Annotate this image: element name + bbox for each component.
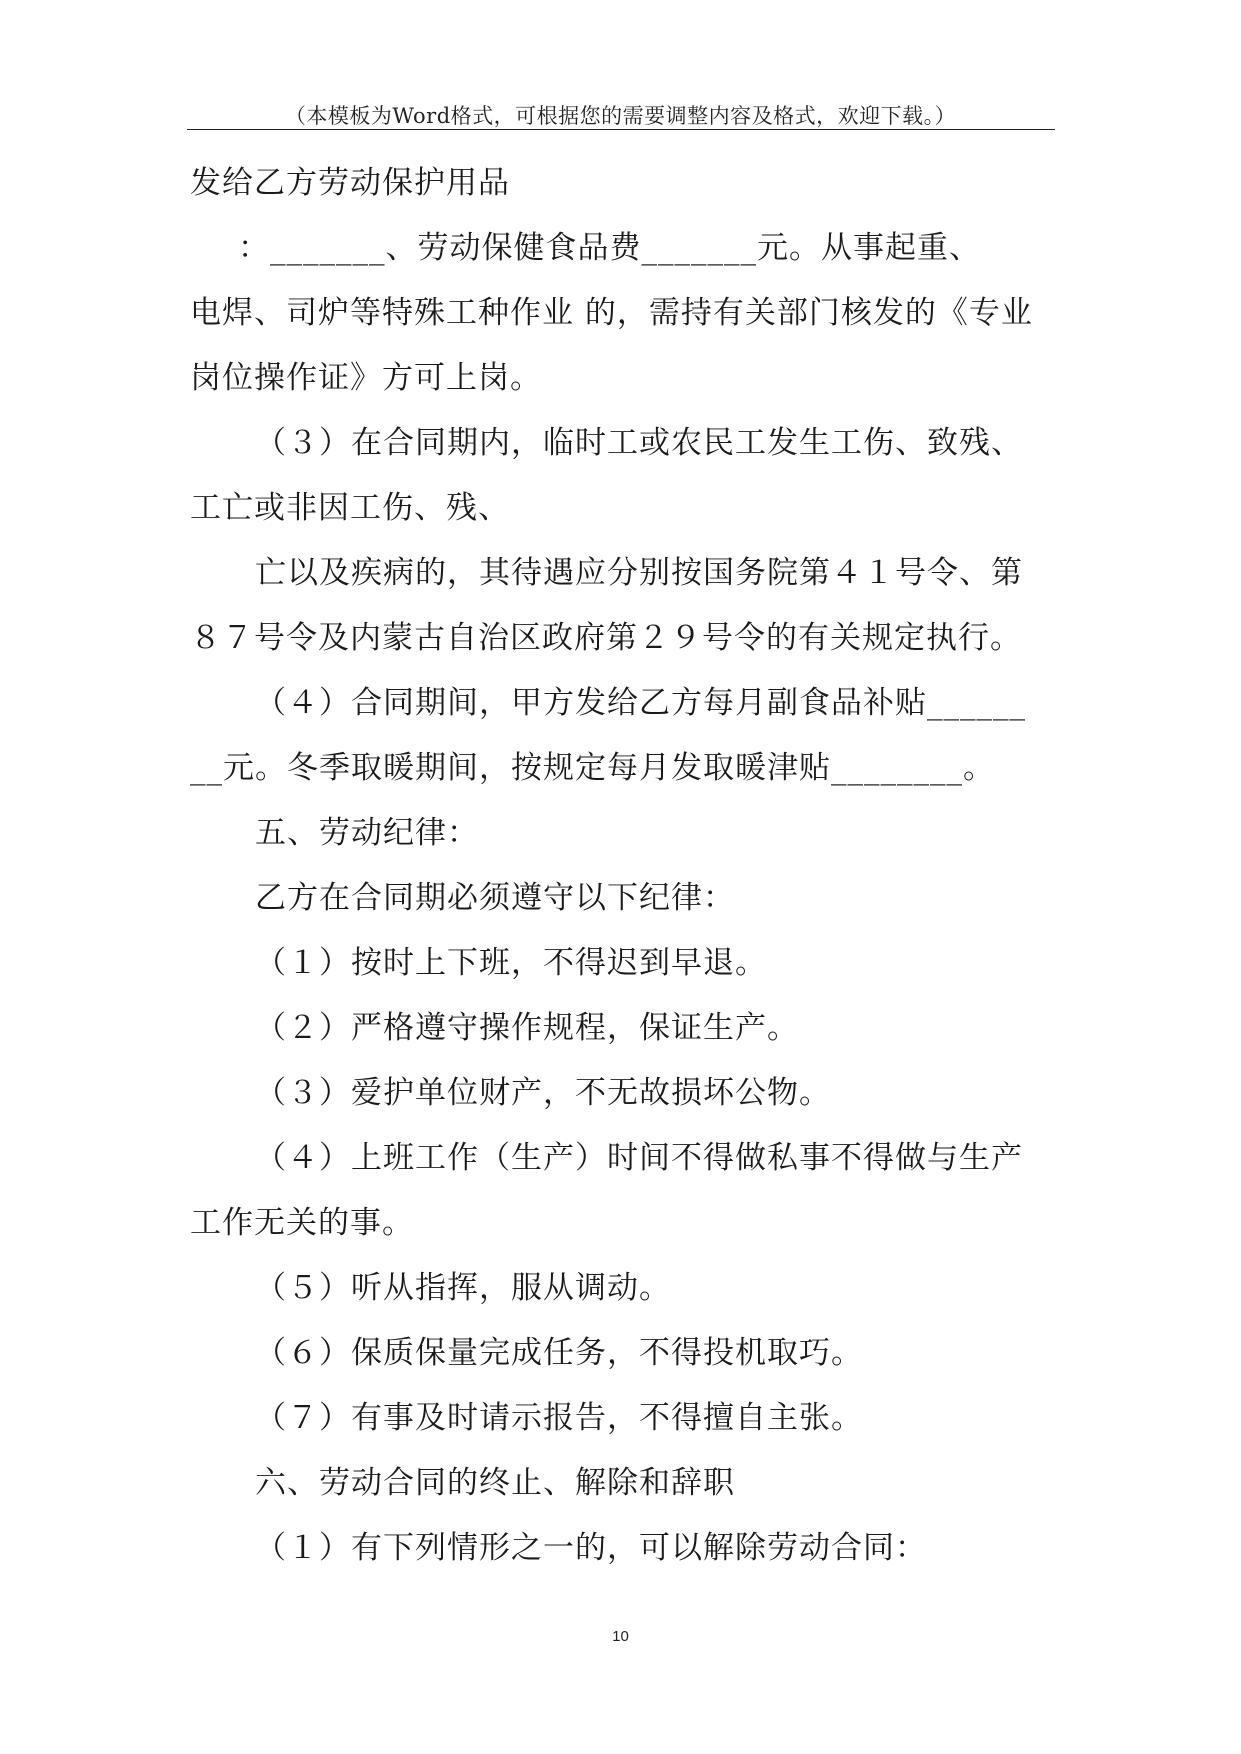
section-heading: 五、劳动纪律：: [255, 815, 479, 851]
list-item: （７）有事及时请示报告，不得擅自主张。: [255, 1400, 863, 1436]
paragraph-line: 岗位操作证》方可上岗。: [190, 360, 542, 396]
page-number: 10: [612, 1628, 629, 1645]
paragraph-line: __元。冬季取暖期间，按规定每月发取暖津贴________。: [190, 750, 995, 786]
list-item: （１）有下列情形之一的，可以解除劳动合同：: [255, 1530, 927, 1566]
document-body: [190, 157, 1050, 1587]
list-item: （１）按时上下班，不得迟到早退。: [255, 945, 767, 981]
paragraph-line: （４）合同期间，甲方发给乙方每月副食品补贴______: [255, 685, 1026, 721]
list-item: （４）上班工作（生产）时间不得做私事不得做与生产: [255, 1140, 1023, 1176]
list-item: （３）爱护单位财产，不无故损坏公物。: [255, 1075, 831, 1111]
paragraph-line: 发给乙方劳动保护用品: [190, 165, 510, 201]
list-item: （２）严格遵守操作规程，保证生产。: [255, 1010, 799, 1046]
section-heading: 六、劳动合同的终止、解除和辞职: [255, 1465, 735, 1501]
paragraph-line: 亡以及疾病的，其待遇应分别按国务院第４１号令、第: [255, 555, 1023, 591]
paragraph-line: 电焊、司炉等特殊工种作业 的，需持有关部门核发的《专业: [190, 295, 1033, 331]
paragraph-line: ８７号令及内蒙古自治区政府第２９号令的有关规定执行。: [190, 620, 1022, 656]
list-item: （５）听从指挥，服从调动。: [255, 1270, 671, 1306]
paragraph-line: 工亡或非因工伤、残、: [190, 490, 510, 526]
header-rule: [187, 129, 1055, 130]
paragraph-line: 工作无关的事。: [190, 1205, 414, 1241]
header-note: （本模板为Word格式，可根据您的需要调整内容及格式，欢迎下载。）: [284, 104, 957, 128]
paragraph-line: ：_______、劳动保健食品费_______元。从事起重、: [238, 230, 981, 266]
list-item: （６）保质保量完成任务，不得投机取巧。: [255, 1335, 863, 1371]
paragraph-line: 乙方在合同期必须遵守以下纪律：: [255, 880, 735, 916]
paragraph-line: （３）在合同期内，临时工或农民工发生工伤、致残、: [255, 425, 1023, 461]
